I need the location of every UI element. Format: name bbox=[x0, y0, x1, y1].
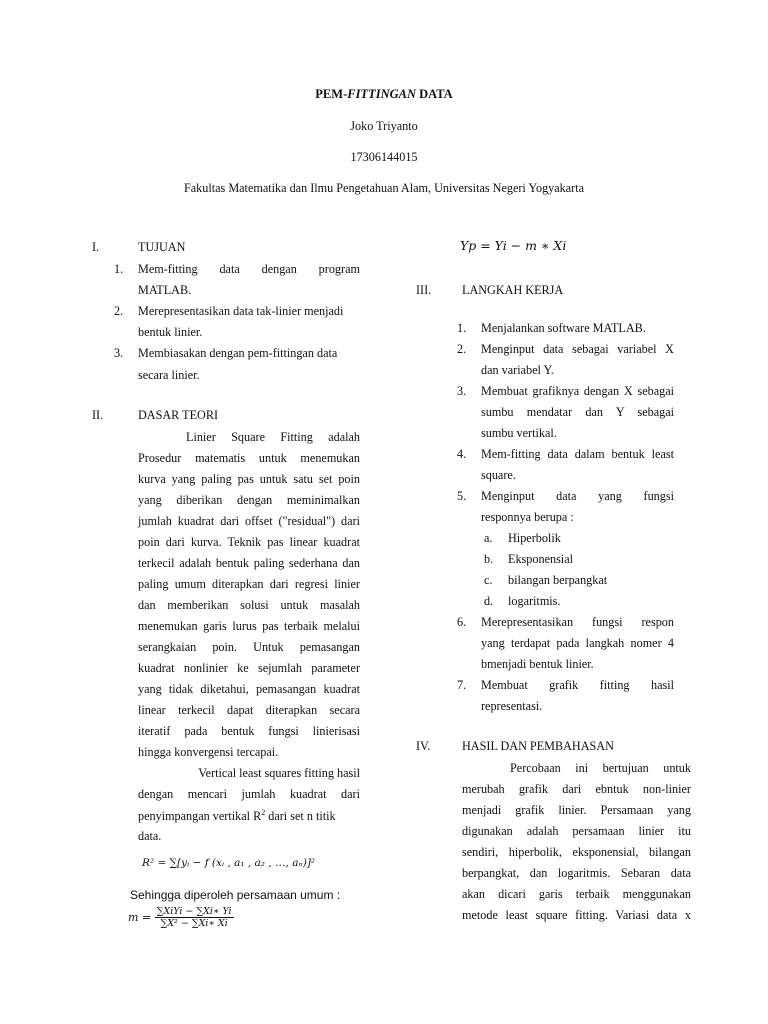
paragraph-line: serangkaian poin. Untuk pemasangan bbox=[138, 640, 360, 654]
author-name: Joko Triyanto bbox=[350, 119, 418, 133]
paragraph-line: kuadrat nonlinier ke sejumlah parameter bbox=[138, 661, 360, 675]
step-text: Membuat grafik fitting hasil bbox=[481, 678, 674, 692]
sub-item-letter: b. bbox=[484, 552, 494, 566]
paragraph-line: akan dicari garis terbaik menggunakan bbox=[462, 887, 691, 901]
step-number: 7. bbox=[457, 678, 467, 692]
step-text: Menjalankan software MATLAB. bbox=[481, 321, 646, 335]
title-suffix: DATA bbox=[416, 87, 453, 101]
formula-lhs: m = bbox=[128, 911, 152, 924]
step-text: sumbu mendatar dan Y sebagai bbox=[481, 405, 674, 419]
list-item-text: Merepresentasikan data tak-linier menjadi bbox=[138, 304, 344, 318]
step-number: 1. bbox=[457, 321, 467, 335]
word: data bbox=[219, 262, 240, 276]
step-number: 2. bbox=[457, 342, 467, 356]
paragraph-line: metode least square fitting. Variasi data x bbox=[462, 908, 691, 922]
sub-item-text: Hiperbolik bbox=[508, 531, 561, 545]
paragraph-line: menemukan garis lurus pas terbaik melalui bbox=[138, 619, 360, 633]
fraction-denominator: ∑X² − ∑Xi∗ Xi bbox=[160, 918, 228, 929]
paragraph-line: linear terkecil dapat diterapkan secara bbox=[138, 703, 360, 717]
sub-item-text: bilangan berpangkat bbox=[508, 573, 608, 587]
fraction-numerator: ∑XiYi − ∑Xi∗ Yi bbox=[156, 906, 232, 917]
step-text: responnya berupa : bbox=[481, 510, 574, 524]
step-text: representasi. bbox=[481, 699, 543, 713]
paragraph-2-line-1: Vertical least squares fitting hasil bbox=[198, 766, 360, 780]
predicted-y-formula: Yp = Yi − m ∗ Xi bbox=[460, 238, 567, 253]
sub-item-text: logaritmis. bbox=[508, 594, 561, 608]
word: Mem-fitting bbox=[138, 262, 198, 276]
paragraph-line: berpangkat, dan logaritmis. Sebaran data bbox=[462, 866, 691, 880]
step-text: Membuat grafiknya dengan X sebagai bbox=[481, 384, 674, 398]
paragraph-line: Prosedur matematis untuk menemukan bbox=[138, 451, 360, 465]
section-numeral: III. bbox=[416, 283, 432, 297]
list-item-text: MATLAB. bbox=[138, 283, 192, 297]
text-span: dari set n titik bbox=[265, 809, 336, 824]
paragraph-line: yang diberikan dengan meminimalkan bbox=[138, 493, 360, 507]
affiliation: Fakultas Matematika dan Ilmu Pengetahuan Alam, Universitas Negeri Yogyakarta bbox=[183, 181, 585, 195]
paragraph-line: terkecil adalah bentuk paling sederhana dan bbox=[138, 556, 360, 570]
step-text: yang terdapat pada langkah nomer 4 bbox=[481, 636, 674, 650]
step-number: 3. bbox=[457, 384, 467, 398]
section-numeral: I. bbox=[92, 240, 100, 254]
section-heading: HASIL DAN PEMBAHASAN bbox=[462, 739, 614, 753]
step-text: square. bbox=[481, 468, 516, 482]
paragraph-line: iteratif pada bentuk fungsi linierisasi bbox=[138, 724, 360, 738]
step-number: 6. bbox=[457, 615, 467, 629]
paragraph-2-line-4: data. bbox=[138, 829, 162, 843]
paragraph-line: yang tidak diketahui, pemasangan kuadrat bbox=[138, 682, 360, 696]
list-item-number: 2. bbox=[114, 304, 124, 318]
step-text: Merepresentasikan fungsi respon bbox=[481, 615, 674, 629]
sub-item-text: Eksponensial bbox=[508, 552, 573, 566]
title-prefix: PEM- bbox=[315, 87, 348, 101]
slope-fraction bbox=[155, 906, 234, 929]
student-id: 17306144015 bbox=[350, 150, 418, 164]
list-item-number: 1. bbox=[114, 262, 124, 276]
paragraph-line: Linier Square Fitting adalah bbox=[186, 430, 360, 444]
step-text: Mem-fitting data dalam bentuk least bbox=[481, 447, 674, 461]
paragraph-line: digunakan adalah persamaan linier itu bbox=[462, 824, 691, 838]
list-item-text bbox=[138, 262, 360, 277]
slope-formula bbox=[128, 906, 234, 929]
list-item-text: Membiasakan dengan pem-fittingan data bbox=[138, 346, 338, 360]
paragraph-line: jumlah kuadrat dari offset ("residual") dari bbox=[138, 514, 360, 528]
superscript: 2 bbox=[261, 808, 266, 817]
sub-item-letter: d. bbox=[484, 594, 494, 608]
r-squared-formula: R² = ∑[yᵢ − f (xᵢ , a₁ , a₂ , …, aₙ)]² bbox=[142, 857, 316, 869]
step-text: dan variabel Y. bbox=[481, 363, 554, 377]
paragraph-line: Percobaan ini bertujuan untuk bbox=[510, 761, 691, 775]
title-italic: FITTINGAN bbox=[347, 87, 416, 101]
general-equation-intro: Sehingga diperoleh persamaan umum : bbox=[130, 888, 341, 902]
step-text: Menginput data sebagai variabel X bbox=[481, 342, 674, 356]
step-text: Menginput data yang fungsi bbox=[481, 489, 674, 503]
paragraph-line: kurva yang paling pas untuk satu set poin bbox=[138, 472, 360, 486]
section-numeral: II. bbox=[92, 408, 104, 422]
paragraph-line: dan memberikan solusi untuk masalah bbox=[138, 598, 360, 612]
step-text: sumbu vertikal. bbox=[481, 426, 557, 440]
step-text: bmenjadi bentuk linier. bbox=[481, 657, 594, 671]
step-number: 5. bbox=[457, 489, 467, 503]
paragraph-line: menjadi grafik linier. Persamaan yang bbox=[462, 803, 691, 817]
list-item-number: 3. bbox=[114, 346, 124, 360]
word: program bbox=[318, 262, 360, 276]
section-heading: TUJUAN bbox=[138, 240, 186, 254]
section-numeral: IV. bbox=[416, 739, 431, 753]
list-item-text: bentuk linier. bbox=[138, 325, 203, 339]
paragraph-line: paling umum diterapkan dari regresi linier bbox=[138, 577, 360, 591]
sub-item-letter: c. bbox=[484, 573, 493, 587]
step-number: 4. bbox=[457, 447, 467, 461]
paragraph-line: poin dari kurva. Teknik pas linear kuadrat bbox=[138, 535, 360, 549]
paragraph-2-line-2: dengan mencari jumlah kuadrat dari bbox=[138, 787, 360, 801]
paragraph-line: hingga konvergensi tercapai. bbox=[138, 745, 279, 759]
paragraph-line: sendiri, hiperbolik, eksponensial, bilangan bbox=[462, 845, 691, 859]
document-title bbox=[0, 87, 768, 102]
list-item-text: secara linier. bbox=[138, 368, 200, 382]
paragraph-line: merubah grafik dari ebntuk non-linier bbox=[462, 782, 691, 796]
section-heading: LANGKAH KERJA bbox=[462, 283, 564, 297]
word: dengan bbox=[261, 262, 297, 276]
section-heading: DASAR TEORI bbox=[138, 408, 219, 422]
sub-item-letter: a. bbox=[484, 531, 493, 545]
text-span: penyimpangan vertikal R bbox=[138, 809, 262, 824]
paragraph-2-line-3 bbox=[138, 808, 336, 824]
